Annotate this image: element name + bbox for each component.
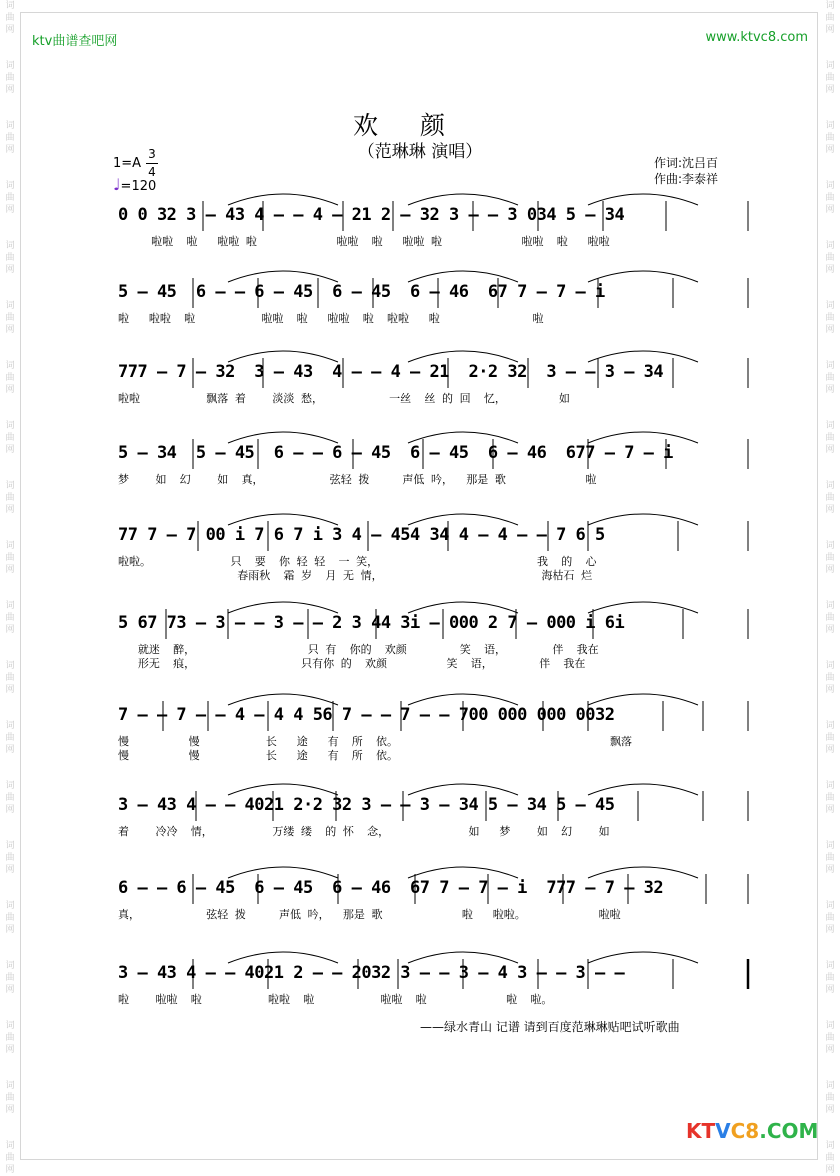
site-url-right[interactable]: www.ktvc8.com (705, 30, 808, 45)
composer: 作曲:李泰祥 (654, 172, 719, 186)
watermark-mark: 词曲网 (5, 721, 15, 755)
notation-line: 6 — — 6 — 45 6 — 45 6 — 46 67 7 — 7 — i 777 — 7 — 32 (118, 878, 664, 898)
notation-line: 3 — 43 4 — — 4021 2·2 32 3 — — 3 — 34 5 — 34 5 — 45 (118, 795, 615, 815)
watermark-mark: 词曲网 (825, 781, 835, 815)
song-subtitle: （范琳琳 演唱） (357, 142, 483, 162)
tempo-marking (113, 175, 156, 194)
time-top: 3 (148, 147, 156, 161)
tempo-value: =120 (120, 179, 157, 194)
brand-v: V (715, 1119, 731, 1143)
lyrics-line: 就迷 醉， 只 有 你的 欢颜 笑 语， 伴 我在 (118, 643, 599, 656)
lyrics-line: 啦啦 啦 啦啦 啦 啦啦 啦 啦啦 啦 啦啦 啦 啦啦 (118, 235, 610, 248)
watermark-mark: 词曲网 (825, 1141, 835, 1175)
watermark-mark: 词曲网 (825, 961, 835, 995)
watermark-mark: 词曲网 (5, 121, 15, 155)
watermark-mark: 词曲网 (825, 721, 835, 755)
lyrics-line: 啦啦 飘落 着 淡淡 愁， 一丝 丝 的 回 忆， 如 (118, 392, 570, 405)
watermark-mark: 词曲网 (5, 361, 15, 395)
lyrics-line-2: 慢 慢 长 途 有 所 依。 (118, 749, 399, 762)
watermark-mark: 词曲网 (5, 421, 15, 455)
watermark-mark: 词曲网 (825, 541, 835, 575)
quarter-note-icon: ♩ (113, 175, 121, 194)
watermark-mark: 词曲网 (5, 61, 15, 95)
watermark-mark: 词曲网 (5, 241, 15, 275)
watermark-mark: 词曲网 (825, 61, 835, 95)
watermark-mark: 词曲网 (5, 1141, 15, 1175)
watermark-mark: 词曲网 (5, 661, 15, 695)
watermark-mark: 词曲网 (5, 1021, 15, 1055)
lyrics-line-2: 春雨秋 霜 岁 月 无 情， 海枯石 烂 (118, 569, 593, 582)
score-system (118, 362, 748, 422)
notation-line: 77 7 — 7 00 i 7 6 7 i 3 4 — 454 34 4 — 4 — — 7 6 5 (118, 525, 605, 545)
notation-line: 5 67 73 — 3 — — 3 — — 2 3 44 3i — 000 2 7 — 000 i 6i (118, 613, 625, 633)
score-system (118, 795, 748, 855)
lyrics-line: 梦 如 幻 如 真， 弦轻 拨 声低 吟， 那是 歌 啦 (118, 473, 597, 486)
brand-c: C8 (730, 1119, 760, 1143)
brand-dot: .COM (759, 1119, 819, 1143)
notation-line: 5 — 45 6 — — 6 — 45 6 — 45 6 — 46 67 7 — 7 — i (118, 282, 605, 302)
watermark-mark: 词曲网 (825, 301, 835, 335)
watermark-mark: 词曲网 (825, 481, 835, 515)
key-signature: 1=A (113, 156, 142, 171)
watermark-mark: 词曲网 (825, 181, 835, 215)
watermark-mark: 词曲网 (825, 1021, 835, 1055)
score-system (118, 205, 748, 265)
watermark-mark: 词曲网 (5, 841, 15, 875)
time-bottom: 4 (148, 165, 156, 179)
score-system (118, 613, 748, 673)
watermark-mark: 词曲网 (5, 601, 15, 635)
watermark-mark: 词曲网 (5, 901, 15, 935)
score-system (118, 525, 748, 585)
watermark-mark: 词曲网 (5, 301, 15, 335)
score-system (118, 878, 748, 938)
watermark-mark: 词曲网 (5, 181, 15, 215)
score-system (118, 282, 748, 342)
brand-logo[interactable] (686, 1119, 818, 1143)
lyrics-line: 着 冷冷 情， 万缕 缕 的 怀 念， 如 梦 如 幻 如 (118, 825, 610, 838)
lyrics-line: 啦 啦啦 啦 啦啦 啦 啦啦 啦 啦 啦。 (118, 993, 553, 1006)
lyrics-line-2: 形无 痕， 只有你 的 欢颜 笑 语， 伴 我在 (118, 657, 586, 670)
watermark-mark: 词曲网 (825, 361, 835, 395)
lyrics-line: 慢 慢 长 途 有 所 依。 飘落 (118, 735, 632, 748)
watermark-mark: 词曲网 (5, 1081, 15, 1115)
notation-line: 3 — 43 4 — — 4021 2 — — 2032 3 — — 3 — 4 3 — — 3 — — (118, 963, 625, 983)
watermark-mark: 词曲网 (5, 481, 15, 515)
left-watermark-strip (3, 0, 17, 1175)
watermark-mark: 词曲网 (825, 1081, 835, 1115)
watermark-mark: 词曲网 (5, 781, 15, 815)
score-system (118, 963, 748, 1023)
score-system (118, 705, 748, 765)
watermark-mark: 词曲网 (825, 661, 835, 695)
lyrics-line: 啦啦。 只 要 你 轻 轻 一 笑， 我 的 心 (118, 555, 597, 568)
watermark-mark: 词曲网 (825, 601, 835, 635)
notation-line: 5 — 34 5 — 45 6 — — 6 — 45 6 — 45 6 — 46 677 — 7 — i (118, 443, 673, 463)
watermark-mark: 词曲网 (825, 121, 835, 155)
notation-line: 777 — 7 — 32 3 — 43 4 — — 4 — 21 2·2 32 3 — — 3 — 34 (118, 362, 664, 382)
watermark-mark: 词曲网 (825, 421, 835, 455)
watermark-mark: 词曲网 (5, 1, 15, 35)
watermark-mark: 词曲网 (825, 1, 835, 35)
watermark-mark: 词曲网 (5, 961, 15, 995)
lyricist: 作词:沈吕百 (654, 156, 719, 170)
footer-credit: ——绿水青山 记谱 请到百度范琳琳贴吧试听歌曲 (420, 1020, 680, 1034)
brand-k: KT (686, 1119, 716, 1143)
watermark-mark: 词曲网 (825, 841, 835, 875)
watermark-mark: 词曲网 (5, 541, 15, 575)
notation-line: 0 0 32 3 — 43 4 — — 4 — 21 2 — 32 3 — — 3 034 5 — 34 (118, 205, 625, 225)
watermark-mark: 词曲网 (825, 901, 835, 935)
song-title: 欢颜 (352, 111, 487, 140)
score-system (118, 443, 748, 503)
lyrics-line: 真， 弦轻 拨 声低 吟， 那是 歌 啦 啦啦。 啦啦 (118, 908, 621, 921)
watermark-mark: 词曲网 (825, 241, 835, 275)
notation-line: 7 — — 7 — — 4 — 4 4 56 7 — — 7 — — 700 000 000 0032 (118, 705, 615, 725)
site-name-left[interactable]: ktv曲谱查吧网 (32, 34, 118, 49)
lyrics-line: 啦 啦啦 啦 啦啦 啦 啦啦 啦 啦啦 啦 啦 (118, 312, 544, 325)
right-watermark-strip (823, 0, 837, 1175)
